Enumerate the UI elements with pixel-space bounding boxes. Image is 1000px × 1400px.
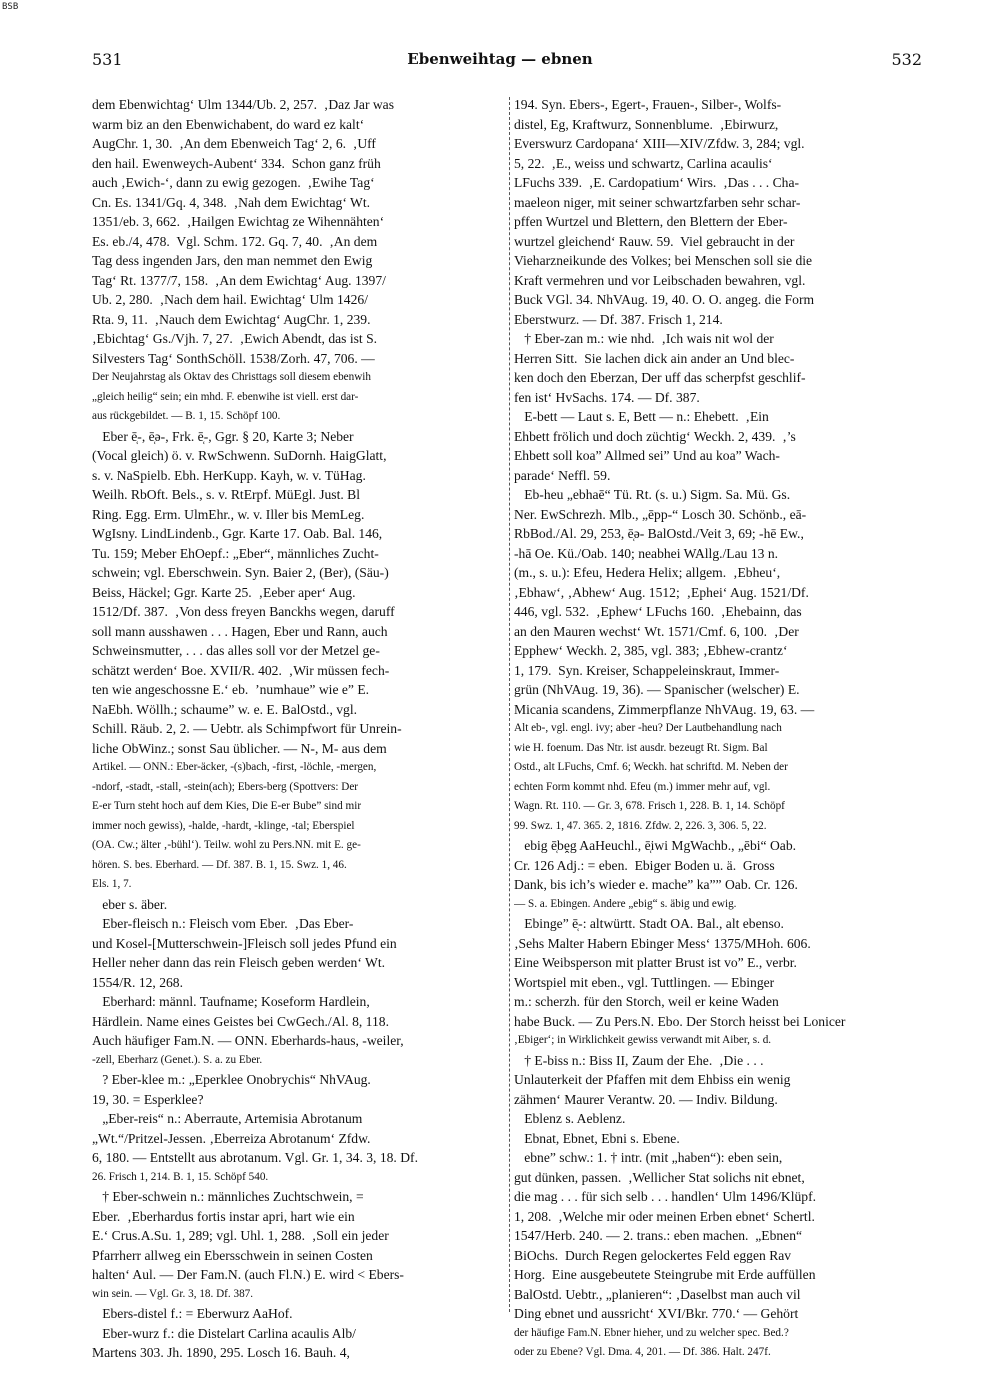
text-line: Artikel. — ONN.: Eber-äcker, -(s)bach, -first, -löchle, -mergen, bbox=[92, 761, 377, 773]
text-line: Ebinge” ē̜-: altwürtt. Stadt OA. Bal., alt ebenso. bbox=[514, 916, 784, 931]
text-line: gut dünken, passen. ‚Wellicher Stat solichs nit ebnet, bbox=[514, 1169, 805, 1185]
library-stamp: BSB bbox=[2, 2, 19, 12]
text-line: halten‘ Aul. — Der Fam.N. (auch Fl.N.) E. wird < Ebers- bbox=[92, 1267, 404, 1282]
text-line: parade‘ Neffl. 59. bbox=[514, 467, 611, 483]
text-line: oder zu Ebene? Vgl. Dma. 4, 201. — Df. 386. Halt. 247f. bbox=[514, 1346, 771, 1358]
text-line: † Eber-schwein n.: männliches Zuchtschwein, = bbox=[92, 1189, 364, 1204]
text-line: † E-biss n.: Biss II, Zaum der Ehe. ‚Die . . . bbox=[514, 1052, 764, 1068]
text-line: Schill. Räub. 2, 2. — Uebtr. als Schimpfwort für Unrein- bbox=[92, 721, 402, 736]
right-column bbox=[514, 95, 924, 1363]
text-line: „Eber-reis“ n.: Aberraute, Artemisia Abrotanum bbox=[92, 1111, 363, 1126]
text-line: Eber. ‚Eberhardus fortis instar apri, hart wie ein bbox=[92, 1208, 355, 1224]
page-number-right: 532 bbox=[891, 50, 922, 69]
text-line: (Vocal gleich) ö. v. RwSchwenn. SuDornh. HaigGlatt, bbox=[92, 448, 387, 463]
text-line: Ebnat, Ebnet, Ebni s. Ebene. bbox=[514, 1130, 680, 1146]
text-line: ‚Ebichtag‘ Gs./Vjh. 7, 27. ‚Ewich Abendt, das ist S. bbox=[92, 331, 378, 346]
text-line: Eine Weibsperson mit platter Brust ist vo” E., verbr. bbox=[514, 955, 797, 970]
text-line: schwein; vgl. Eberschwein. Syn. Baier 2, (Ber), (Säu-) bbox=[92, 565, 389, 580]
text-line: Alt eb-, vgl. engl. ivy; aber -heu? Der Lautbehandlung nach bbox=[514, 722, 782, 734]
page-number-left: 531 bbox=[92, 50, 123, 69]
text-line: den hail. Ewenweych-Aubent‘ 334. Schon ganz früh bbox=[92, 155, 381, 171]
text-line: Vieharzneikunde des Volkes; bei Menschen soll sie die bbox=[514, 253, 813, 268]
text-line: 1, 179. Syn. Kreiser, Schappeleinskraut, Immer- bbox=[514, 662, 780, 678]
text-line: Dank, bis ich’s wieder e. mache” ka”” Oab. Cr. 126. bbox=[514, 877, 798, 892]
text-line: Ehbett frölich und doch züchtig‘ Weckh. 2, 439. ‚’s bbox=[514, 428, 796, 444]
text-line: Kraft vermehren und vor Leibschaden bewahren, vgl. bbox=[514, 272, 806, 288]
text-line: -zell, Eberharz (Genet.). S. a. zu Eber. bbox=[92, 1053, 263, 1066]
text-line: fen ist‘ HvSachs. 174. — Df. 387. bbox=[514, 389, 700, 405]
text-line: Eb-heu „ebhaē“ Tü. Rt. (s. u.) Sigm. Sa. Mü. Gs. bbox=[514, 487, 791, 502]
left-column bbox=[92, 95, 507, 1363]
text-line: Tu. 159; Meber EhOepf.: „Eber“, männliches Zucht- bbox=[92, 545, 379, 561]
text-line: Herren Sitt. Sie lachen dick ain ander an Und blec- bbox=[514, 350, 795, 366]
text-line: Der Neujahrstag als Oktav des Christtags soll diesem ebenwih bbox=[92, 371, 372, 383]
text-line: RbBod./Al. 29, 253, ē̜ə- BalOstd./Veit 3, 69; -hē Ew., bbox=[514, 526, 804, 541]
text-line: Auch häufiger Fam.N. — ONN. Eberhards-haus, -weiler, bbox=[92, 1033, 404, 1048]
text-line: „gleich heilig“ sein; ein mhd. F. ebenwihe ist viell. erst dar- bbox=[92, 390, 359, 403]
text-line: Tag dess ingenden Jars, den man nemmet den Ewig bbox=[92, 253, 373, 268]
text-line: dem Ebenwichtag‘ Ulm 1344/Ub. 2, 257. ‚Daz Jar was bbox=[92, 97, 395, 112]
text-line: 19, 30. = Esperklee? bbox=[92, 1091, 204, 1107]
text-line: AugChr. 1, 30. ‚An dem Ebenweich Tag‘ 2, 6. ‚Uff bbox=[92, 136, 376, 151]
text-line: Cn. Es. 1341/Gq. 4, 348. ‚Nah dem Ewichtag‘ Wt. bbox=[92, 194, 371, 210]
text-line: Wagn. Rt. 110. — Gr. 3, 678. Frisch 1, 228. B. 1, 14. Schöpf bbox=[514, 800, 785, 812]
text-line: an den Mauren wechst‘ Wt. 1571/Cmf. 6, 100. ‚Der bbox=[514, 623, 799, 639]
text-line: Ub. 2, 280. ‚Nach dem hail. Ewichtag‘ Ulm 1426/ bbox=[92, 292, 368, 307]
text-line: Eber ē̜-, ē̜ə-, Frk. ē̜-, Ggr. § 20, Karte 3; Neber bbox=[92, 428, 354, 444]
text-line: Ring. Egg. Erm. UlmEhr., w. v. Iller bis MemLeg. bbox=[92, 506, 365, 522]
text-line: E-er Turn steht hoch auf dem Kies, Die E-er Bube” sind mir bbox=[92, 800, 362, 812]
text-line: 6, 180. — Entstellt aus abrotanum. Vgl. Gr. 1, 34. 3, 18. Df. bbox=[92, 1150, 418, 1165]
text-line: Ner. EwSchrezh. Mlb., „ēpp-“ Losch 30. Schönb., eā- bbox=[514, 506, 807, 522]
text-line: m.: scherzh. für den Storch, weil er keine Waden bbox=[514, 994, 779, 1009]
text-line: Micania scandens, Zimmerpflanze NhVAug. 19, 63. — bbox=[514, 701, 815, 717]
text-line: -ndorf, -stadt, -stall, -stein(ach); Ebers-berg (Spottvers: Der bbox=[92, 780, 359, 793]
text-line: aus rückgebildet. — B. 1, 15. Schöpf 100. bbox=[92, 410, 281, 422]
text-line: win sein. — Vgl. Gr. 3, 18. Df. 387. bbox=[92, 1287, 254, 1300]
text-line: ebig ē̜bḙg AaHeuchl., ē̜iwi MgWachb., „ēbi“ Oab. bbox=[514, 838, 797, 853]
text-line: Weilh. RbOft. Bels., s. v. RtErpf. MüEgl. Just. Bl bbox=[92, 487, 361, 502]
text-line: E-bett — Laut s. E, Bett — n.: Ehebett. ‚Ein bbox=[514, 409, 769, 424]
text-line: ? Eber-klee m.: „Eperklee Onobrychis“ NhVAug. bbox=[92, 1072, 371, 1087]
text-line: „Wt.“/Pritzel-Jessen. ‚Eberreiza Abrotanum‘ Zfdw. bbox=[92, 1130, 371, 1146]
text-line: s. v. NaSpielb. Ebh. HerKupp. Kayh, w. v. TüHag. bbox=[92, 467, 366, 483]
text-line: — S. a. Ebingen. Andere „ebig“ s. äbig und ewig. bbox=[514, 897, 737, 910]
text-line: distel, Eg, Kraftwurz, Sonnenblume. ‚Ebirwurz, bbox=[514, 116, 779, 132]
text-line: die mag . . . für sich selb . . . handlen‘ Ulm 1496/Klüpf. bbox=[514, 1189, 817, 1204]
text-line: Ehbett soll koa” Allmed sei” Und au koa” Wach- bbox=[514, 448, 780, 463]
text-line: Ding ebnet und aussricht‘ XVI/Bkr. 770.‘ — Gehört bbox=[514, 1306, 799, 1321]
text-line: wie H. foenum. Das Ntr. ist ausdr. bezeugt Rt. Sigm. Bal bbox=[514, 741, 768, 754]
text-line: warm biz an den Ebenwichabent, do ward ez kalt‘ bbox=[92, 116, 365, 132]
text-line: Eblenz s. Aeblenz. bbox=[514, 1111, 626, 1126]
text-line: habe Buck. — Zu Pers.N. Ebo. Der Storch heisst bei Lonicer bbox=[514, 1013, 846, 1029]
text-line: Es. eb./4, 478. Vgl. Schm. 172. Gq. 7, 40. ‚An dem bbox=[92, 233, 378, 249]
text-line: auch ‚Ewich-‘, dann zu ewig gezogen. ‚Ewihe Tag‘ bbox=[92, 175, 375, 190]
text-line: Tag‘ Rt. 1377/7, 158. ‚An dem Ewichtag‘ Aug. 1397/ bbox=[92, 272, 386, 288]
text-line: Cr. 126 Adj.: = eben. Ebiger Boden u. ä. Gross bbox=[514, 857, 775, 873]
text-line: 1547/Herb. 240. — 2. trans.: eben machen. „Ebnen“ bbox=[514, 1228, 803, 1243]
text-line: † Eber-zan m.: wie nhd. ‚Ich wais nit wol der bbox=[514, 331, 774, 346]
text-line: 26. Frisch 1, 214. B. 1, 15. Schöpf 540. bbox=[92, 1170, 269, 1183]
text-line: hören. S. bes. Eberhard. — Df. 387. B. 1, 15. Swz. 1, 46. bbox=[92, 858, 347, 871]
text-line: BiOchs. Durch Regen gelockertes Feld eggen Rav bbox=[514, 1247, 792, 1263]
text-line: grün (NhVAug. 19, 36). — Spanischer (welscher) E. bbox=[514, 682, 800, 697]
text-line: Horg. Eine ausgebeutete Steingrube mit Erde auffüllen bbox=[514, 1267, 816, 1282]
text-line: 446, vgl. 532. ‚Ephew‘ LFuchs 160. ‚Ehebainn, das bbox=[514, 604, 802, 619]
text-line: Martens 303. Jh. 1890, 295. Losch 16. Bauh. 4, bbox=[92, 1345, 350, 1360]
text-line: immer noch gewiss), -halde, -hardt, -klinge, -tal; Eberspiel bbox=[92, 819, 355, 832]
text-line: Els. 1, 7. bbox=[92, 878, 132, 890]
text-line: ‚Ebiger‘; in Wirklichkeit gewiss verwandt mit Aiber, s. d. bbox=[514, 1034, 772, 1046]
text-line: ebne” schw.: 1. † intr. (mit „haben“): eben sein, bbox=[514, 1150, 783, 1165]
text-line: Pfarrherr allweg ein Ebersschwein in seinen Costen bbox=[92, 1247, 373, 1263]
text-line: eber s. äber. bbox=[92, 896, 168, 912]
text-line: ten wie angeschossne E.‘ eb. ’numhaue” wie e” E. bbox=[92, 682, 370, 697]
text-line: 1512/Df. 387. ‚Von dess freyen Banckhs wegen, daruff bbox=[92, 604, 395, 619]
text-line: ken doch den Eberzan, Der uff das scherpfst geschlif- bbox=[514, 370, 806, 385]
text-line: -hā Oe. Kü./Oab. 140; neabhei WAllg./Lau 13 n. bbox=[514, 545, 779, 561]
page-title: Ebenweihtag — ebnen bbox=[407, 50, 593, 68]
text-line: Buck VGl. 34. NhVAug. 19, 40. O. O. angeg. die Form bbox=[514, 292, 815, 307]
text-line: Epphew‘ Weckh. 2, 385, vgl. 383; ‚Ebhew-crantz‘ bbox=[514, 643, 788, 658]
text-line: Heller neher dann das rein Fleisch geben werden‘ Wt. bbox=[92, 955, 386, 970]
text-line: Eberhard: männl. Taufname; Koseform Hardlein, bbox=[92, 994, 370, 1009]
text-line: Silvesters Tag‘ SonthSchöll. 1538/Zorh. 47, 706. — bbox=[92, 350, 375, 366]
text-line: liche ObWinz.; sonst Sau üblicher. — N-, M- aus dem bbox=[92, 740, 387, 756]
text-line: Everswurz Cardopana‘ XIII—XIV/Zfdw. 3, 284; vgl. bbox=[514, 136, 805, 151]
text-line: BalOstd. Uebtr., „planieren“: ‚Daselbst man auch vil bbox=[514, 1286, 801, 1302]
text-line: soll mann ausshawen . . . Hagen, Eber und Rann, auch bbox=[92, 623, 388, 639]
text-line: wurtzel gleichend‘ Rauw. 59. Viel gebraucht in der bbox=[514, 233, 795, 249]
text-line: pffen Wurtzel und Blettern, den Blettern der Eber- bbox=[514, 214, 788, 229]
text-line: echten Form kommt nhd. Efeu (m.) immer mehr auf, vgl. bbox=[514, 780, 771, 793]
text-line: Beiss, Häckel; Ggr. Karte 25. ‚Eeber aper‘ Aug. bbox=[92, 584, 356, 600]
text-line: ‚Ebhaw‘, ‚Abhew‘ Aug. 1512; ‚Ephei‘ Aug. 1521/Df. bbox=[514, 584, 809, 600]
text-line: der häufige Fam.N. Ebner hieher, und zu welcher spec. Bed.? bbox=[514, 1326, 789, 1339]
text-line: Rta. 9, 11. ‚Nauch dem Ewichtag‘ AugChr. 1, 239. bbox=[92, 311, 371, 327]
text-line: Unlauterkeit der Pfaffen mit dem Ehbiss ein wenig bbox=[514, 1072, 791, 1087]
text-line: 194. Syn. Ebers-, Egert-, Frauen-, Silber-, Wolfs- bbox=[514, 97, 782, 112]
text-line: (m., s. u.): Efeu, Hedera Helix; allgem. ‚Ebheu‘, bbox=[514, 565, 781, 580]
column-divider bbox=[509, 97, 510, 1312]
text-line: Ebers-distel f.: = Eberwurz AaHof. bbox=[92, 1306, 293, 1321]
text-line: 99. Swz. 1, 47. 365. 2, 1816. Zfdw. 2, 226. 3, 306. 5, 22. bbox=[514, 819, 767, 832]
text-line: 1554/R. 12, 268. bbox=[92, 974, 184, 990]
text-line: 1351/eb. 3, 662. ‚Hailgen Ewichtag ze Wihennähten‘ bbox=[92, 214, 385, 229]
text-line: Härdlein. Name eines Geistes bei CwGech./Al. 8, 118. bbox=[92, 1013, 389, 1029]
text-line: E.‘ Crus.A.Su. 1, 289; vgl. Uhl. 1, 288. ‚Soll ein jeder bbox=[92, 1228, 389, 1243]
text-line: Eber-fleisch n.: Fleisch vom Eber. ‚Das Eber- bbox=[92, 916, 354, 931]
text-line: ‚Sehs Malter Habern Ebinger Mess‘ 1375/MHoh. 606. bbox=[514, 935, 811, 951]
text-line: Eber-wurz f.: die Distelart Carlina acaulis Alb/ bbox=[92, 1325, 356, 1341]
text-line: 1, 208. ‚Welche mir oder meinen Erben ebnet‘ Schertl. bbox=[514, 1208, 815, 1224]
text-line: Ostd., alt LFuchs, Cmf. 6; Weckh. hat schriftd. M. Neben der bbox=[514, 761, 788, 773]
text-line: 5, 22. ‚E., weiss und schwartz, Carlina acaulis‘ bbox=[514, 155, 773, 171]
text-line: (OA. Cw.; älter ‚-bühl‘). Teilw. wohl zu Pers.NN. mit E. ge- bbox=[92, 839, 361, 851]
text-line: NaEbh. Wöllh.; schaume” w. e. E. BalOstd., vgl. bbox=[92, 701, 358, 717]
text-line: LFuchs 339. ‚E. Cardopatium‘ Wirs. ‚Das . . . Cha- bbox=[514, 175, 800, 190]
text-line: schätzt werden‘ Boe. XVII/R. 402. ‚Wir müssen fech- bbox=[92, 662, 390, 678]
text-line: maeleon niger, mit seiner schwartzfarben sehr schar- bbox=[514, 194, 801, 210]
text-line: Eberstwurz. — Df. 387. Frisch 1, 214. bbox=[514, 311, 723, 327]
text-line: und Kosel-[Mutterschwein-]Fleisch soll jedes Pfund ein bbox=[92, 935, 397, 951]
text-line: zähmen‘ Maurer Verantw. 20. — Indiv. Bildung. bbox=[514, 1091, 778, 1107]
text-line: Schweinsmutter, . . . das alles soll vor der Metzel ge- bbox=[92, 643, 380, 658]
text-line: WgIsny. LindLindenb., Ggr. Karte 17. Oab. Bal. 146, bbox=[92, 526, 383, 541]
text-line: Wortspiel mit eben., vgl. Tuttlingen. — Ebinger bbox=[514, 974, 775, 990]
